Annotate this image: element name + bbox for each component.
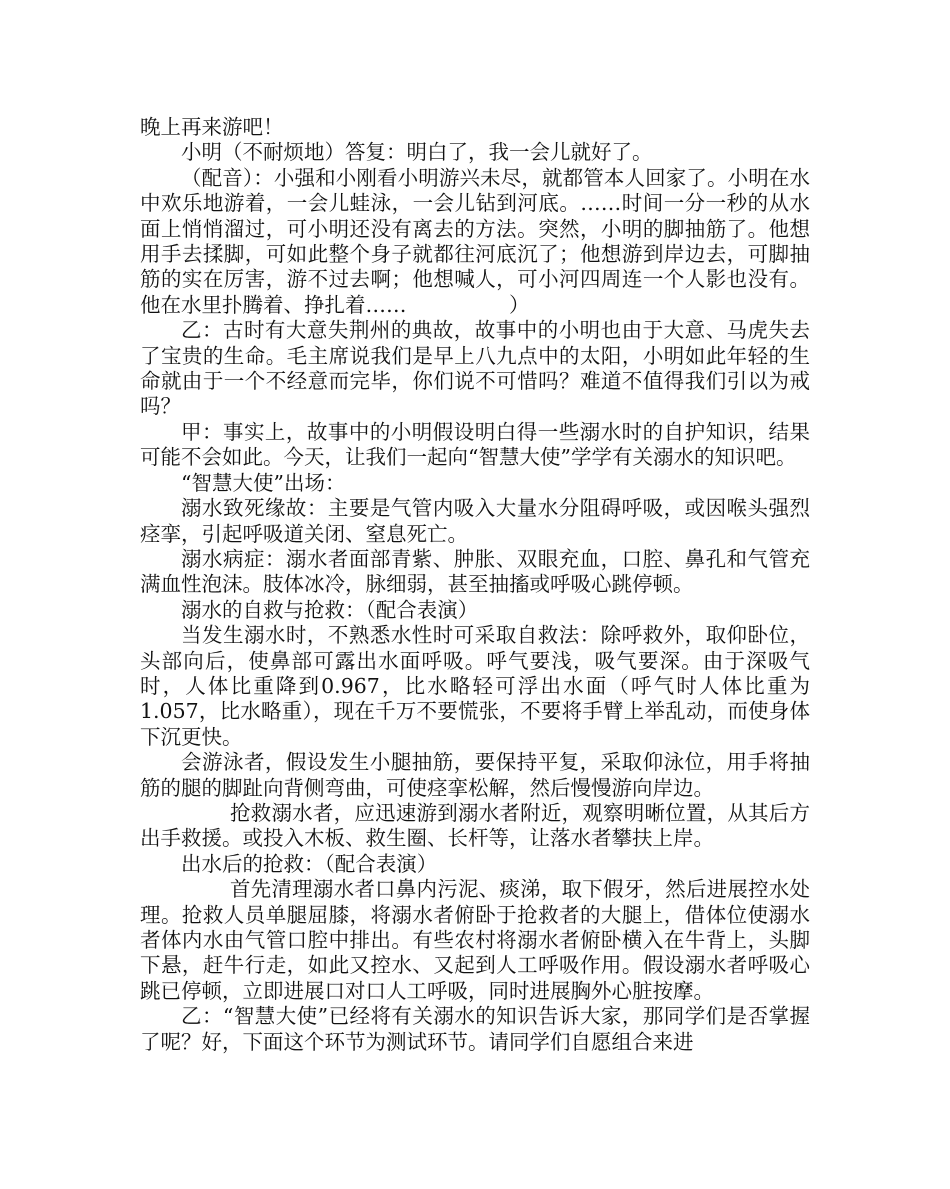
paragraph-symptoms: 溺水病症：溺水者面部青紫、肿胀、双眼充血，口腔、鼻孔和气管充满血性泡沫。肢体冰冷，脉细弱，甚至抽搐或呼吸心跳停顿。 [140, 546, 810, 597]
paragraph-test-section: 乙：“智慧大使”已经将有关溺水的知识告诉大家，那同学们是否掌握了呢？好，下面这个环节为测试环节。请同学们自愿组合来进 [140, 1004, 810, 1054]
paragraph-continuation: 晚上再来游吧！ [140, 115, 284, 139]
paragraph-self-rescue-heading: 溺水的自救与抢救：（配合表演） [181, 597, 479, 622]
document-body [140, 115, 810, 1055]
paragraph-after-water-steps: 首先清理溺水者口鼻内污泥、痰涕，取下假牙，然后进展控水处理。抢救人员单腿屈膝，将溺水者俯卧于抢救者的大腿上，借体位使溺水者体内水由气管口腔中排出。有些农村将溺水者俯卧横入在牛背上，头脚下悬，赶牛行走，如此又控水、又起到人工呼吸作用。假设溺水者呼吸心跳已停顿，立即进展口对口人工呼吸，同时进展胸外心脏按摩。 [140, 877, 810, 1003]
paragraph-wisdom-envoy: “智慧大使”出场： [181, 470, 346, 495]
paragraph-rescue-others: 抢救溺水者，应迅速游到溺水者附近，观察明晰位置，从其后方出手救援。或投入木板、救生圈、长杆等，让落水者攀扶上岸。 [140, 800, 810, 851]
paragraph-jia-intro: 甲：事实上，故事中的小明假设明白得一些溺水时的自护知识，结果可能不会如此。今天，让我们一起向“智慧大使”学学有关溺水的知识吧。 [140, 419, 810, 470]
paragraph-swimmer-cramp: 会游泳者，假设发生小腿抽筋，要保持平复，采取仰泳位，用手将抽筋的腿的脚趾向背侧弯曲，可使痉挛松解，然后慢慢游向岸边。 [140, 750, 810, 800]
paragraph-after-water-heading: 出水后的抢救：（配合表演） [181, 851, 438, 876]
paragraph-cause-of-death: 溺水致死缘故：主要是气管内吸入大量水分阻碍呼吸，或因喉头强烈痉挛，引起呼吸道关闭、窒息死亡。 [140, 496, 810, 546]
paragraph-self-rescue-method: 当发生溺水时，不熟悉水性时可采取自救法：除呼救外，取仰卧位，头部向后，使鼻部可露出水面呼吸。呼气要浅，吸气要深。由于深吸气时，人体比重降到0.967，比水略轻可浮出水面（呼气时人体比重为1.057，比水略重），现在千万不要慌张，不要将手臂上举乱动，而使身体下沉更快。 [140, 623, 810, 749]
paragraph-yi-lesson: 乙：古时有大意失荆州的典故，故事中的小明也由于大意、马虎失去了宝贵的生命。毛主席说我们是早上八九点中的太阳，小明如此年轻的生命就由于一个不经意而完毕，你们说不可惜吗？难道不值得我们引以为戒吗？ [140, 318, 810, 419]
paragraph-xiaoming-reply: 小明（不耐烦地）答复：明白了，我一会儿就好了。 [181, 140, 653, 165]
paragraph-voiceover: （配音）：小强和小刚看小明游兴未尽，就都管本人回家了。小明在水中欢乐地游着，一会儿蛙泳，一会儿钻到河底。……时间一分一秒的从水面上悄悄溜过，可小明还没有离去的方法。突然，小明的脚抽筋了。他想用手去揉脚，可如此整个身子就都往河底沉了；他想游到岸边去，可脚抽筋的实在厉害，游不过去啊；他想喊人，可小河四周连一个人影也没有。他在水里扑腾着、挣扎着…… ） [140, 165, 810, 317]
